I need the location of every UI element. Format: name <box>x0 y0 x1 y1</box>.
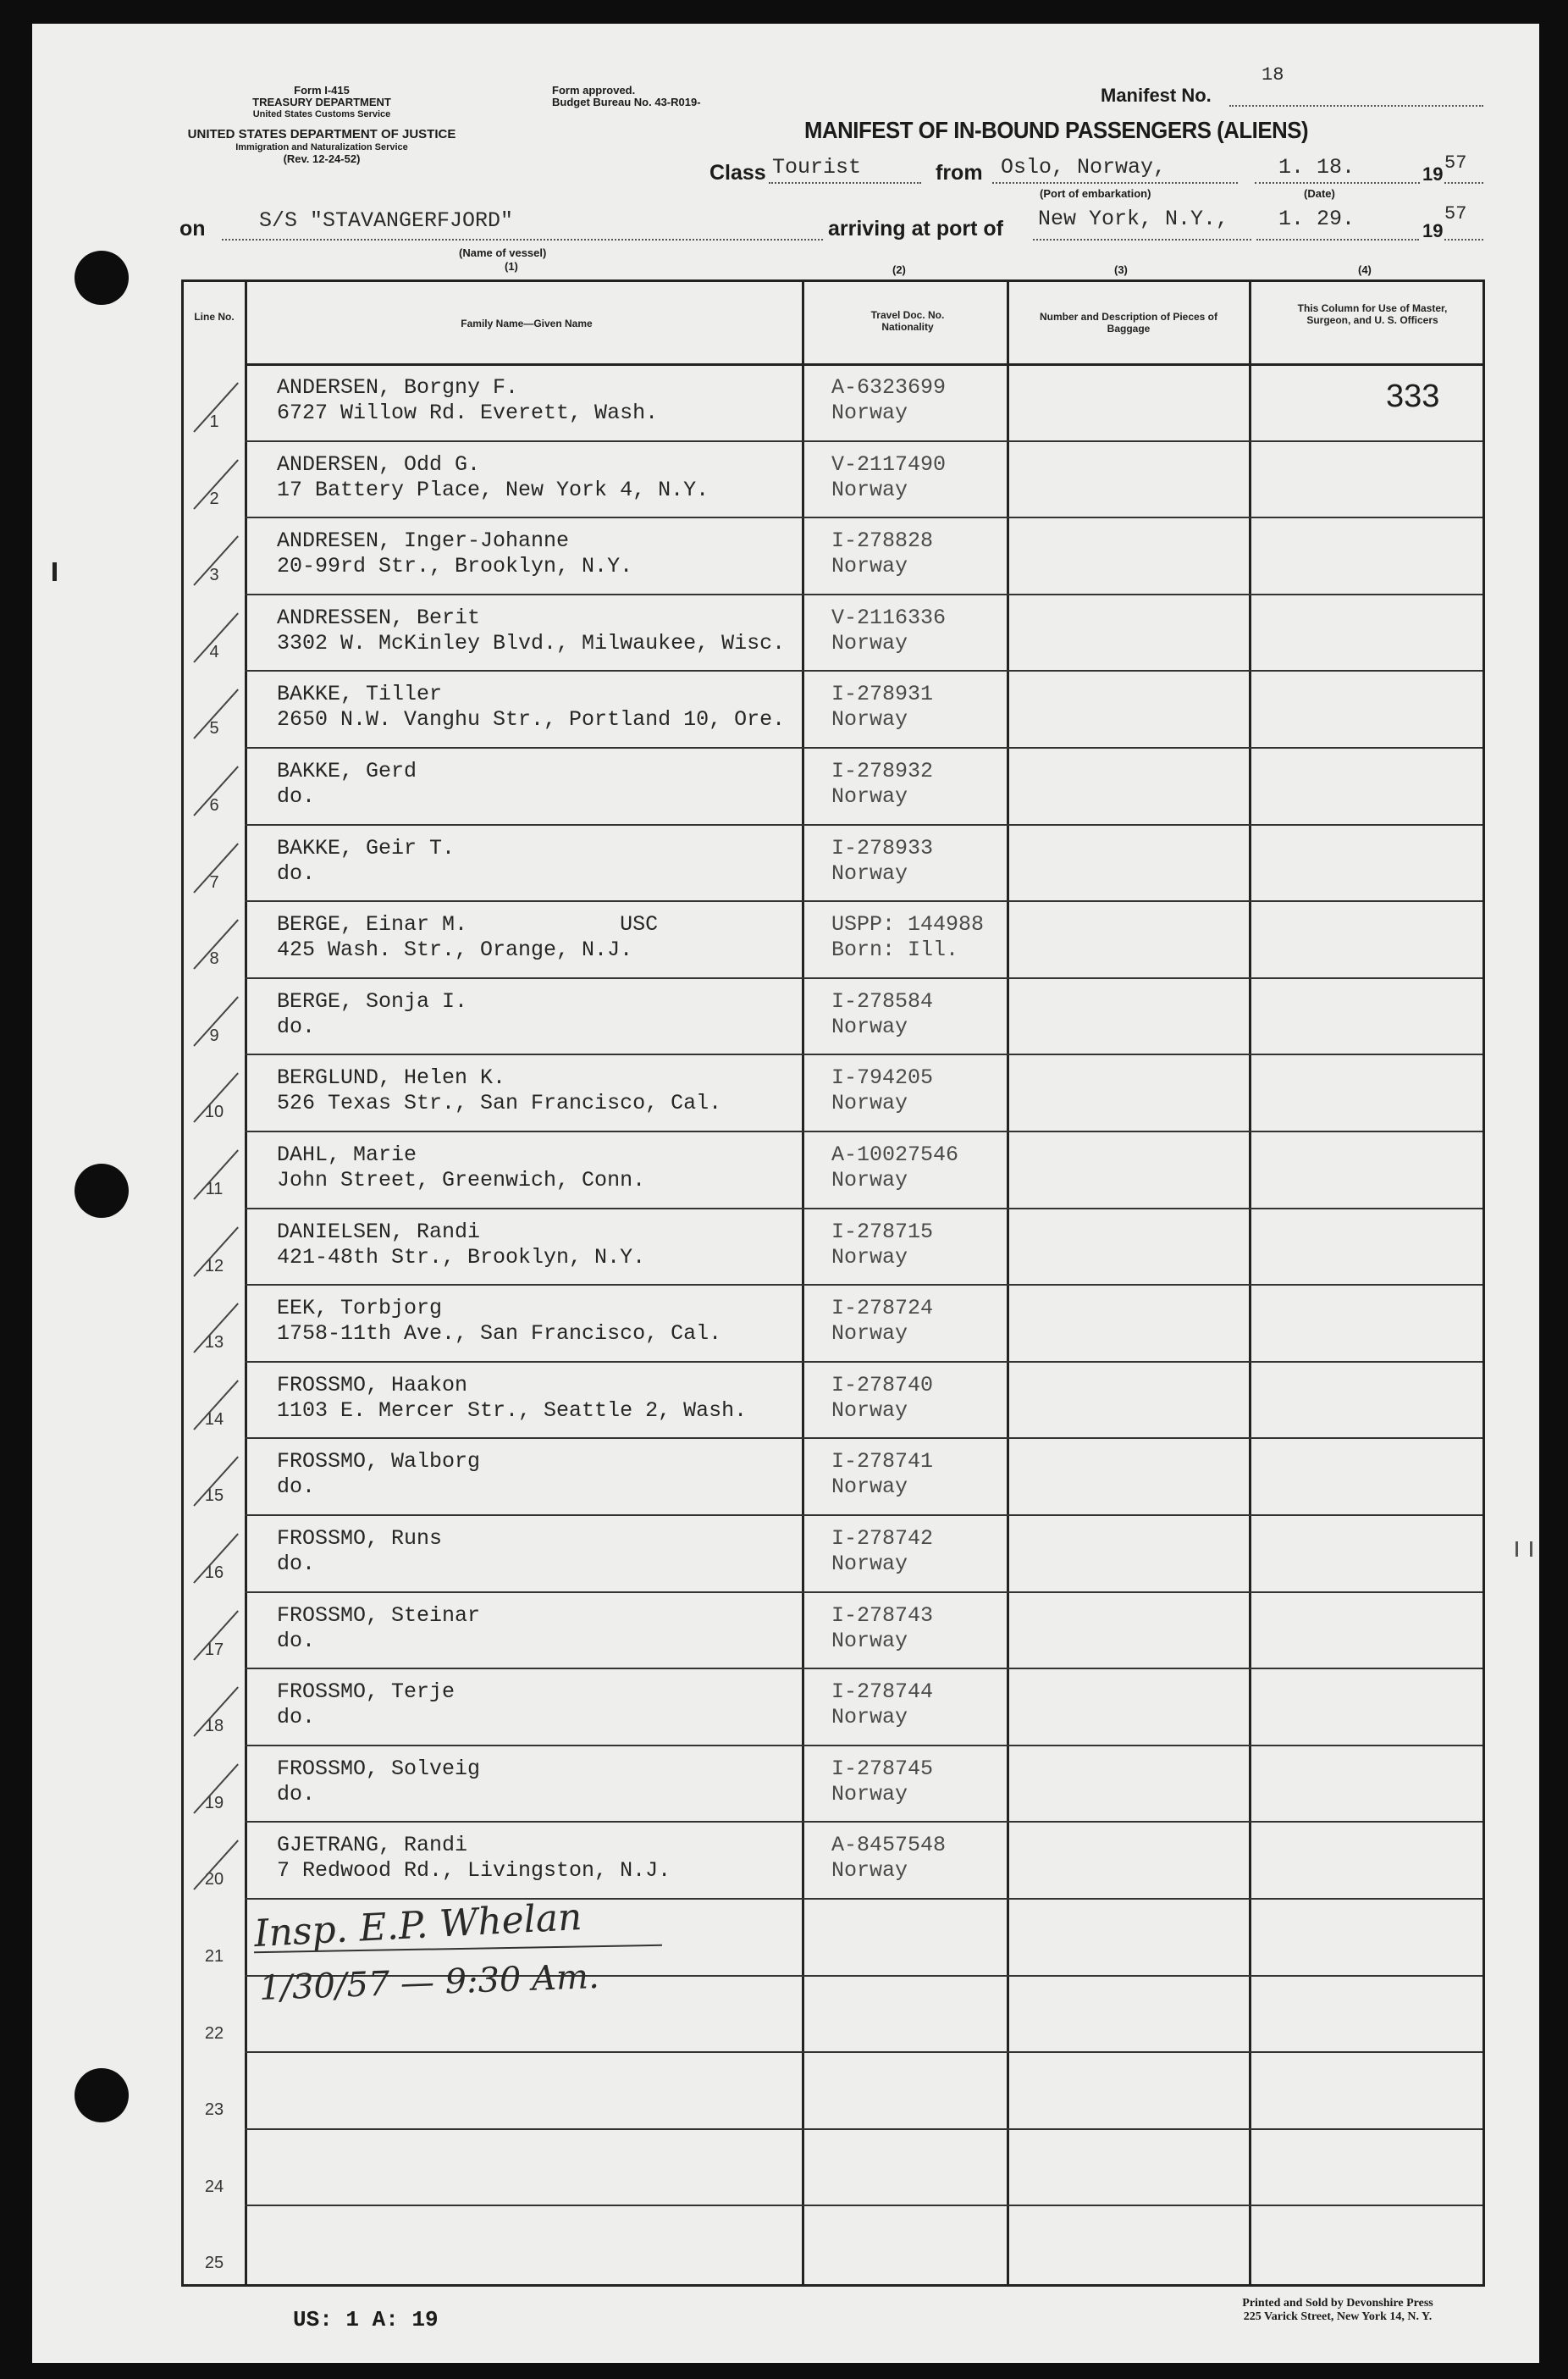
passenger-address: do. <box>277 1628 316 1653</box>
travel-doc-number: I-278724 <box>831 1296 934 1321</box>
passenger-address: 3302 W. McKinley Blvd., Milwaukee, Wisc. <box>277 630 786 656</box>
inspector-signature: Insp. E.P. Whelan <box>252 1895 583 1956</box>
passenger-name: ANDERSEN, Odd G. <box>277 451 481 477</box>
row-divider <box>245 824 1482 826</box>
row-divider <box>245 440 1482 442</box>
line-number: 7 <box>209 872 219 892</box>
nationality: Norway <box>831 1705 908 1730</box>
passenger-address: 1758-11th Ave., San Francisco, Cal. <box>277 1321 722 1347</box>
passenger-address: 1103 E. Mercer Str., Seattle 2, Wash. <box>277 1397 748 1423</box>
row-divider <box>245 1361 1482 1363</box>
row-divider <box>245 1668 1482 1669</box>
printer-address: 225 Varick Street, New York 14, N. Y. <box>1243 2310 1433 2323</box>
passenger-address: do. <box>277 1705 316 1730</box>
line-number: 5 <box>209 719 219 739</box>
travel-doc-number: A-8457548 <box>831 1833 947 1858</box>
arrival-port: New York, N.Y., <box>1038 207 1229 231</box>
vessel-line <box>222 239 823 241</box>
passenger-name: EEK, Torbjorg <box>277 1296 443 1321</box>
manifest-no-line <box>1229 105 1483 107</box>
inspection-datetime: 1/30/57 — 9:30 Am. <box>258 1957 600 2008</box>
year-prefix-2: 19 <box>1422 220 1444 241</box>
travel-doc-number: I-794205 <box>831 1065 934 1091</box>
nationality: Norway <box>831 1014 908 1039</box>
row-divider <box>245 2051 1482 2053</box>
nationality: Norway <box>831 1397 908 1423</box>
arriving-label: arriving at port of <box>828 217 1003 241</box>
year-prefix-1: 19 <box>1422 163 1444 185</box>
row-divider <box>245 1591 1482 1593</box>
line-number: 23 <box>204 2100 224 2120</box>
col-divider-baggage <box>1249 282 1251 2284</box>
line-number: 19 <box>204 1793 224 1812</box>
line-number: 4 <box>209 642 219 661</box>
port-caption: (Port of embarkation) <box>1040 187 1151 200</box>
row-divider <box>245 2205 1482 2206</box>
class-value: Tourist <box>772 155 862 180</box>
passenger-address: do. <box>277 1552 316 1576</box>
col-num-1: (1) <box>505 260 518 273</box>
row-divider <box>245 670 1482 672</box>
row-divider <box>245 1054 1482 1055</box>
header-travel-doc: Travel Doc. No. Nationality <box>870 309 945 333</box>
passenger-name: BAKKE, Geir T. <box>277 835 455 860</box>
year-suffix-2: 57 <box>1444 203 1467 224</box>
travel-doc-number: I-278828 <box>831 528 934 554</box>
passenger-name: BAKKE, Tiller <box>277 682 443 707</box>
nationality: Norway <box>831 1552 908 1576</box>
travel-doc-number: V-2117490 <box>831 451 947 477</box>
line-number: 6 <box>209 796 219 815</box>
passenger-name: ANDRESSEN, Berit <box>277 605 481 630</box>
passenger-name: BERGE, Einar M. USC <box>277 912 659 938</box>
customs-service: United States Customs Service <box>252 109 391 119</box>
nationality: Norway <box>831 1091 908 1116</box>
row-divider <box>245 900 1482 902</box>
printer-name: Printed and Sold by Devonshire Press <box>1242 2297 1433 2310</box>
row-divider <box>245 1514 1482 1516</box>
travel-doc-number: I-278743 <box>831 1602 934 1628</box>
nationality: Norway <box>831 630 908 656</box>
date-line-1 <box>1255 182 1420 184</box>
class-line <box>769 182 921 184</box>
on-label: on <box>179 217 206 241</box>
nationality: Norway <box>831 1321 908 1347</box>
punch-hole-bottom <box>75 2068 129 2122</box>
passenger-address: do. <box>277 784 316 809</box>
line-number: 18 <box>204 1717 224 1736</box>
date-line-2 <box>1256 239 1419 241</box>
passenger-address: 7 Redwood Rd., Livingston, N.J. <box>277 1858 671 1884</box>
travel-doc-number: I-278741 <box>831 1449 934 1474</box>
line-number: 22 <box>204 2023 224 2043</box>
line-number: 13 <box>204 1333 224 1353</box>
row-divider <box>245 1745 1482 1746</box>
passenger-address: 6727 Willow Rd. Everett, Wash. <box>277 401 659 425</box>
nationality: Norway <box>831 860 908 886</box>
embarkation-date: 1. 18. <box>1278 155 1355 180</box>
line-number: 16 <box>204 1563 224 1582</box>
row-divider <box>245 2128 1482 2130</box>
nationality: Norway <box>831 1168 908 1192</box>
line-number: 2 <box>209 489 219 508</box>
scan-mark <box>1516 1541 1532 1557</box>
line-number: 3 <box>209 566 219 585</box>
passenger-name: FROSSMO, Solveig <box>277 1756 481 1781</box>
line-number: 9 <box>209 1026 219 1045</box>
manifest-title: MANIFEST OF IN-BOUND PASSENGERS (ALIENS) <box>804 117 1309 143</box>
travel-doc-number: I-278715 <box>831 1219 934 1244</box>
col-divider-name <box>802 282 804 2284</box>
printer-credit <box>1168 2297 1507 2324</box>
officer-mark: 333 <box>1386 379 1440 414</box>
travel-doc-number: I-278931 <box>831 682 934 707</box>
row-divider <box>245 1898 1482 1900</box>
col-divider-doc <box>1007 282 1009 2284</box>
line-number: 14 <box>204 1409 224 1429</box>
col-num-3: (3) <box>1114 263 1128 276</box>
vessel-caption: (Name of vessel) <box>459 246 547 259</box>
line-number: 8 <box>209 949 219 969</box>
treasury-department: TREASURY DEPARTMENT <box>252 96 391 108</box>
passenger-address: do. <box>277 860 316 886</box>
line-number: 11 <box>205 1180 224 1198</box>
form-revision: (Rev. 12-24-52) <box>283 152 361 165</box>
passenger-address: 425 Wash. Str., Orange, N.J. <box>277 938 633 963</box>
ins-service: Immigration and Naturalization Service <box>235 142 408 152</box>
year-line-2 <box>1444 239 1483 241</box>
line-number: 10 <box>204 1103 224 1122</box>
punch-hole-middle <box>75 1164 129 1218</box>
passenger-address: 20-99rd Str., Brooklyn, N.Y. <box>277 554 633 579</box>
department-of-justice: UNITED STATES DEPARTMENT OF JUSTICE <box>187 127 456 141</box>
line-number: 21 <box>204 1947 224 1966</box>
form-approval <box>552 85 806 108</box>
arrival-port-line <box>1033 239 1251 241</box>
passenger-address: 17 Battery Place, New York 4, N.Y. <box>277 477 709 502</box>
nationality: Norway <box>831 1244 908 1270</box>
port-of-embarkation: Oslo, Norway, <box>1001 155 1167 180</box>
passenger-name: FROSSMO, Haakon <box>277 1372 468 1397</box>
manifest-no-label: Manifest No. <box>1101 85 1212 106</box>
form-header-left <box>169 85 474 165</box>
header-family-name: Family Name—Given Name <box>461 318 593 329</box>
line-number: 24 <box>204 2177 224 2196</box>
travel-doc-number: I-278745 <box>831 1756 934 1781</box>
passenger-address: 526 Texas Str., San Francisco, Cal. <box>277 1091 722 1116</box>
travel-doc-number: I-278932 <box>831 759 934 783</box>
travel-doc-number: A-10027546 <box>831 1142 959 1167</box>
nationality: Born: Ill. <box>831 938 959 963</box>
row-divider <box>245 747 1482 749</box>
form-approved: Form approved. <box>552 84 636 97</box>
col-num-2: (2) <box>892 263 906 276</box>
nationality: Norway <box>831 1858 908 1884</box>
travel-doc-number: V-2116336 <box>831 605 947 630</box>
travel-doc-number: A-6323699 <box>831 375 947 400</box>
from-label: from <box>936 161 983 185</box>
passenger-address: John Street, Greenwich, Conn. <box>277 1168 646 1192</box>
passenger-name: DANIELSEN, Randi <box>277 1219 481 1244</box>
passenger-name: FROSSMO, Steinar <box>277 1602 481 1628</box>
scan-mark <box>52 562 57 581</box>
passenger-name: FROSSMO, Runs <box>277 1526 443 1551</box>
travel-doc-number: I-278584 <box>831 988 934 1014</box>
travel-doc-number: I-278933 <box>831 835 934 860</box>
manifest-no-value: 18 <box>1262 64 1284 86</box>
class-label: Class <box>709 161 766 185</box>
row-divider <box>245 977 1482 979</box>
arrival-date: 1. 29. <box>1278 207 1355 231</box>
row-divider <box>245 1131 1482 1132</box>
punch-hole-top <box>75 251 129 305</box>
passenger-counts: US: 1 A: 19 <box>293 2307 439 2332</box>
vessel-name: S/S "STAVANGERFJORD" <box>259 208 514 233</box>
row-divider <box>245 1437 1482 1439</box>
line-number: 12 <box>204 1256 224 1275</box>
passenger-name: BERGE, Sonja I. <box>277 988 468 1014</box>
nationality: Norway <box>831 707 908 733</box>
passenger-name: GJETRANG, Randi <box>277 1833 468 1858</box>
row-divider <box>245 594 1482 595</box>
passenger-name: BAKKE, Gerd <box>277 759 417 783</box>
line-number: 15 <box>204 1486 224 1506</box>
form-number: Form I-415 <box>294 84 350 97</box>
date-caption: (Date) <box>1304 187 1335 200</box>
passenger-address: 421-48th Str., Brooklyn, N.Y. <box>277 1244 646 1270</box>
passenger-address: 2650 N.W. Vanghu Str., Portland 10, Ore. <box>277 707 786 733</box>
row-divider <box>245 517 1482 518</box>
travel-doc-number: I-278744 <box>831 1679 934 1705</box>
nationality: Norway <box>831 401 908 425</box>
nationality: Norway <box>831 477 908 502</box>
header-baggage: Number and Description of Pieces of Baggage <box>1039 311 1218 335</box>
passenger-address: do. <box>277 1474 316 1500</box>
line-number: 20 <box>204 1870 224 1889</box>
line-number: 17 <box>204 1640 224 1659</box>
budget-bureau: Budget Bureau No. 43-R019- <box>552 96 701 108</box>
passenger-name: BERGLUND, Helen K. <box>277 1065 506 1091</box>
line-number: 25 <box>204 2254 224 2273</box>
col-num-4: (4) <box>1358 263 1372 276</box>
year-line-1 <box>1444 182 1483 184</box>
passenger-name: FROSSMO, Terje <box>277 1679 455 1705</box>
year-suffix-1: 57 <box>1444 152 1467 174</box>
nationality: Norway <box>831 1781 908 1806</box>
nationality: Norway <box>831 554 908 579</box>
nationality: Norway <box>831 1474 908 1500</box>
row-divider <box>245 1208 1482 1209</box>
passenger-name: ANDERSEN, Borgny F. <box>277 375 519 400</box>
row-divider <box>245 1284 1482 1286</box>
passenger-name: DAHL, Marie <box>277 1142 417 1167</box>
travel-doc-number: I-278742 <box>831 1526 934 1551</box>
port-line <box>992 182 1238 184</box>
header-rule <box>245 363 1482 366</box>
passenger-name: FROSSMO, Walborg <box>277 1449 481 1474</box>
nationality: Norway <box>831 784 908 809</box>
col-divider-line <box>245 282 247 2284</box>
travel-doc-number: I-278740 <box>831 1372 934 1397</box>
passenger-address: do. <box>277 1014 316 1039</box>
header-officers: This Column for Use of Master, Surgeon, and U. S. Officers <box>1297 302 1448 326</box>
passenger-address: do. <box>277 1781 316 1806</box>
header-line-no: Line No. <box>194 311 235 323</box>
travel-doc-number: USPP: 144988 <box>831 912 985 938</box>
row-divider <box>245 1821 1482 1823</box>
nationality: Norway <box>831 1628 908 1653</box>
passenger-name: ANDRESEN, Inger-Johanne <box>277 528 570 554</box>
line-number: 1 <box>209 412 219 431</box>
